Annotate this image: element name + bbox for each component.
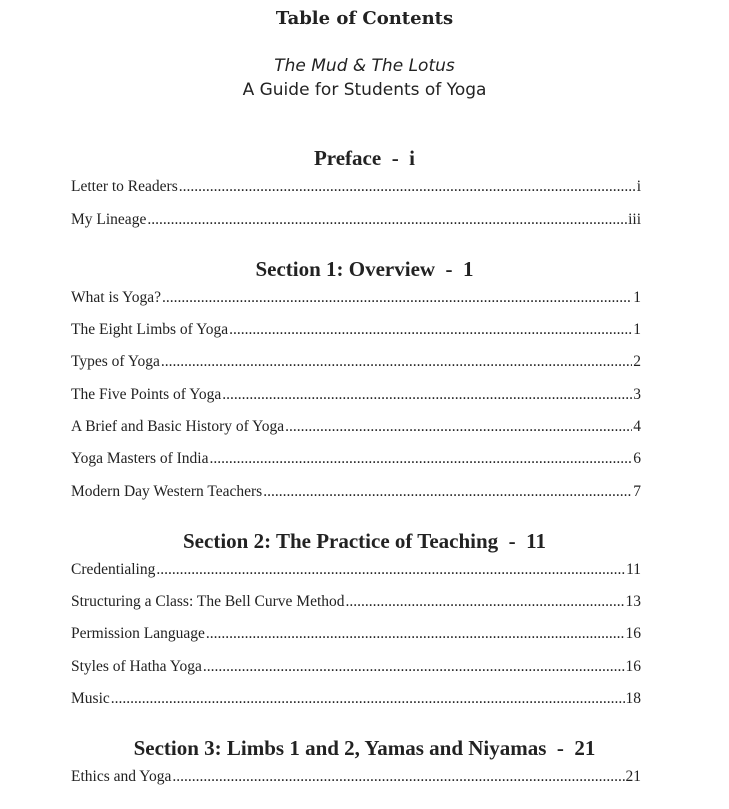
toc-entry-page: 2 <box>633 353 641 370</box>
toc-entry-label: A Brief and Basic History of Yoga <box>71 418 285 435</box>
toc-entry-label: Permission Language <box>71 625 205 642</box>
toc-entry[interactable] <box>71 418 641 438</box>
dot-leader <box>285 418 632 436</box>
dot-leader <box>179 178 636 196</box>
toc-entry[interactable] <box>71 386 641 406</box>
toc-entry-label: Types of Yoga <box>71 353 160 370</box>
toc-entry[interactable] <box>71 353 641 373</box>
dot-leader <box>161 353 632 371</box>
toc-entry[interactable] <box>71 658 641 678</box>
toc-entry-page: 7 <box>633 483 641 500</box>
dot-leader <box>206 625 625 643</box>
dot-leader <box>203 658 625 676</box>
toc-entry-label: What is Yoga? <box>71 289 161 306</box>
toc-entry-page: 16 <box>625 625 641 642</box>
dot-leader <box>229 321 632 339</box>
toc-entry-label: The Eight Limbs of Yoga <box>71 321 229 338</box>
dot-leader <box>172 768 624 786</box>
dot-leader <box>222 386 632 404</box>
toc-entry-page: 1 <box>633 289 641 306</box>
toc-entry[interactable] <box>71 289 641 309</box>
toc-entry[interactable] <box>71 768 641 788</box>
toc-entry-page: 16 <box>625 658 641 675</box>
book-subtitle: A Guide for Students of Yoga <box>242 80 487 100</box>
toc-entry-page: iii <box>628 211 641 228</box>
toc-entry[interactable] <box>71 593 641 613</box>
toc-entry-page: 18 <box>625 690 641 707</box>
toc-entry-page: 21 <box>625 768 641 785</box>
toc-entry-page: 13 <box>625 593 641 610</box>
dot-leader <box>346 593 625 611</box>
dot-leader <box>111 690 625 708</box>
toc-entry-label: Styles of Hatha Yoga <box>71 658 202 675</box>
toc-entry[interactable] <box>71 690 641 710</box>
dot-leader <box>209 450 632 468</box>
toc-entry-label: Yoga Masters of India <box>71 450 209 467</box>
toc-entry[interactable] <box>71 625 641 645</box>
toc-entry-label: My Lineage <box>71 211 147 228</box>
section-heading-yamas-niyamas: Section 3: Limbs 1 and 2, Yamas and Niyamas - 21 <box>133 736 596 760</box>
section-heading-overview: Section 1: Overview - 1 <box>255 257 474 281</box>
toc-entry[interactable] <box>71 561 641 581</box>
toc-entry-label: The Five Points of Yoga <box>71 386 222 403</box>
toc-entry-page: 3 <box>633 386 641 403</box>
page-title: Table of Contents <box>275 8 454 29</box>
book-title: The Mud & The Lotus <box>274 56 455 76</box>
section-heading-practice-of-teaching: Section 2: The Practice of Teaching - 11 <box>183 529 546 553</box>
toc-entry[interactable] <box>71 483 641 503</box>
toc-entry-page: 11 <box>626 561 641 578</box>
toc-entry-page: 4 <box>633 418 641 435</box>
section-heading-preface: Preface - i <box>313 146 416 170</box>
dot-leader <box>263 483 632 501</box>
toc-entry-page: 1 <box>633 321 641 338</box>
dot-leader <box>162 289 632 307</box>
toc-entry-label: Music <box>71 690 110 707</box>
toc-entry-page: i <box>636 178 641 195</box>
dot-leader <box>156 561 625 579</box>
toc-entry-label: Credentialing <box>71 561 156 578</box>
toc-entry[interactable] <box>71 178 641 198</box>
toc-entry[interactable] <box>71 211 641 231</box>
toc-entry-label: Structuring a Class: The Bell Curve Method <box>71 593 345 610</box>
toc-entry[interactable] <box>71 321 641 341</box>
toc-entry-label: Letter to Readers <box>71 178 178 195</box>
dot-leader <box>147 211 627 229</box>
toc-entry-label: Ethics and Yoga <box>71 768 172 785</box>
toc-entry[interactable] <box>71 450 641 470</box>
toc-entry-page: 6 <box>633 450 641 467</box>
toc-entry-label: Modern Day Western Teachers <box>71 483 263 500</box>
